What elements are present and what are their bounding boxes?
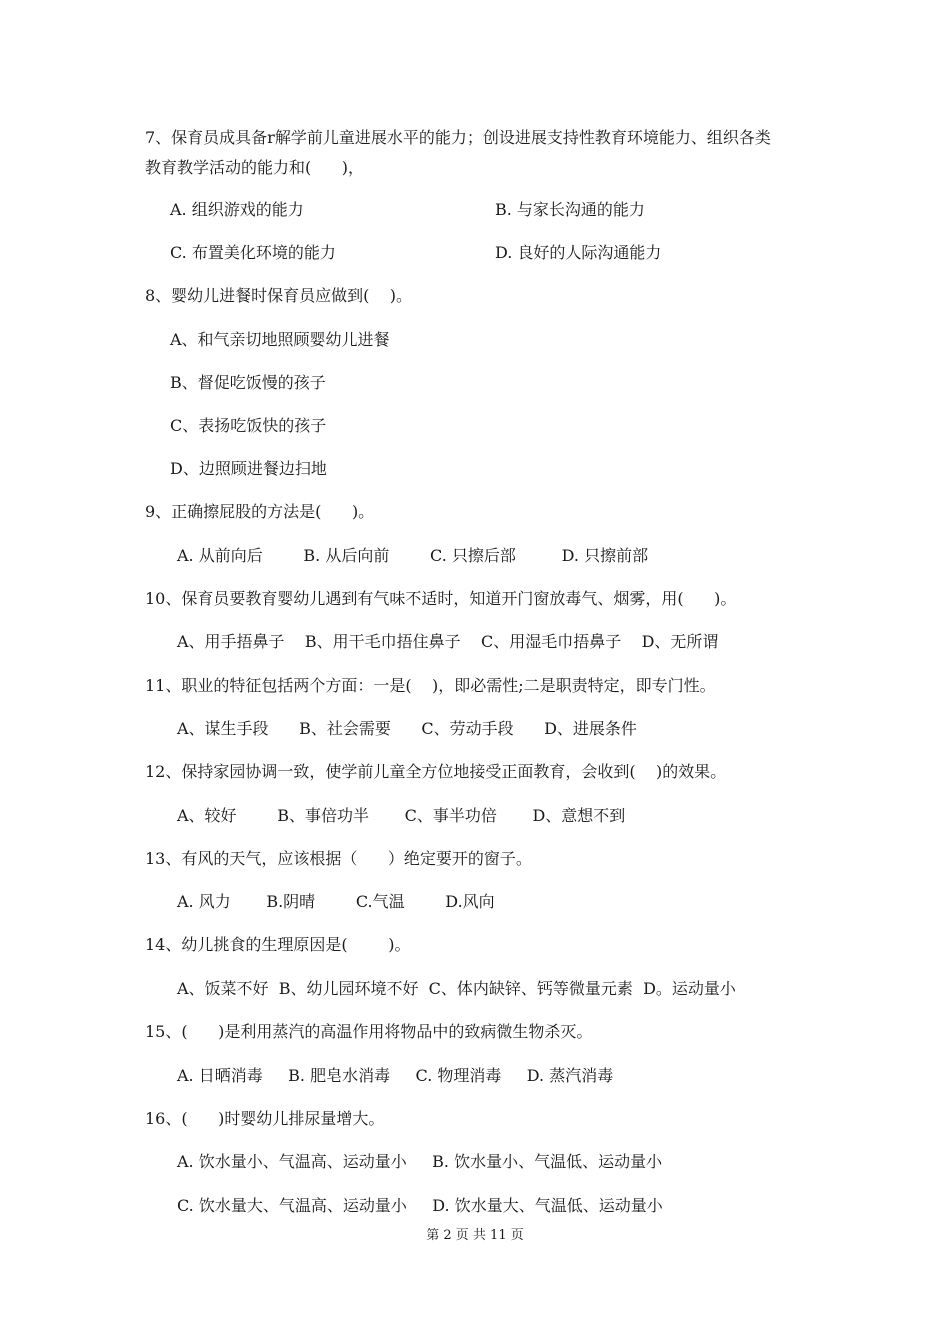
question-8-option-a: A、和气亲切地照顾婴幼儿进餐 (170, 330, 390, 349)
question-7-option-a: A. 组织游戏的能力 (170, 200, 304, 219)
question-13-stem: 13、有风的天气，应该根据（ ）绝定要开的窗子。 (145, 849, 532, 868)
question-8-option-d: D、边照顾进餐边扫地 (170, 459, 327, 478)
question-9-stem: 9、正确擦屁股的方法是( )。 (145, 502, 375, 521)
question-12-options: A、较好 B、事倍功半 C、事半功倍 D、意想不到 (177, 806, 626, 825)
question-12-stem: 12、保持家园协调一致，使学前儿童全方位地接受正面教育，会收到( )的效果。 (145, 762, 727, 781)
question-7-option-b: B. 与家长沟通的能力 (495, 200, 645, 219)
question-7-line-1: 7、保育员成具备r解学前儿童进展水平的能力；创设进展支持性教育环境能力、组织各类 (145, 128, 771, 147)
question-15-stem: 15、( )是利用蒸汽的高温作用将物品中的致病微生物杀灭。 (145, 1022, 593, 1041)
question-8-option-b: B、督促吃饭慢的孩子 (170, 373, 326, 392)
question-15-options: A. 日晒消毒 B. 肥皂水消毒 C. 物理消毒 D. 蒸汽消毒 (177, 1066, 614, 1085)
question-8-stem: 8、婴幼儿进餐时保育员应做到( )。 (145, 286, 413, 305)
question-10-options: A、用手捂鼻子 B、用干毛巾捂住鼻子 C、用湿毛巾捂鼻子 D、无所谓 (177, 632, 719, 651)
question-9-options: A. 从前向后 B. 从后向前 C. 只擦后部 D. 只擦前部 (177, 546, 649, 565)
question-16-stem: 16、( )时婴幼儿排尿量增大。 (145, 1109, 385, 1128)
question-16-options-line-2: C. 饮水量大、气温高、运动量小 D. 饮水量大、气温低、运动量小 (177, 1196, 663, 1215)
question-8-option-c: C、表扬吃饭快的孩子 (170, 416, 327, 435)
page-footer: 第 2 页 共 11 页 (426, 1228, 524, 1243)
question-7-option-d: D. 良好的人际沟通能力 (495, 243, 662, 262)
question-14-options: A、饭菜不好 B、幼儿园环境不好 C、体内缺锌、钙等微量元素 D。运动量小 (177, 979, 736, 998)
question-14-stem: 14、幼儿挑食的生理原因是( )。 (145, 935, 411, 954)
question-10-stem: 10、保育员要教育婴幼儿遇到有气味不适时，知道开门窗放毒气、烟雾，用( )。 (145, 589, 737, 608)
question-7-option-c: C. 布置美化环境的能力 (170, 243, 336, 262)
question-11-options: A、谋生手段 B、社会需要 C、劳动手段 D、进展条件 (177, 719, 637, 738)
question-7-line-2: 教育教学活动的能力和( )， (145, 158, 365, 177)
question-16-options-line-1: A. 饮水量小、气温高、运动量小 B. 饮水量小、气温低、运动量小 (177, 1152, 663, 1171)
question-11-stem: 11、职业的特征包括两个方面：一是( )，即必需性;二是职责特定，即专门性。 (145, 676, 716, 695)
question-13-options: A. 风力 B.阴晴 C.气温 D.风向 (177, 892, 495, 911)
